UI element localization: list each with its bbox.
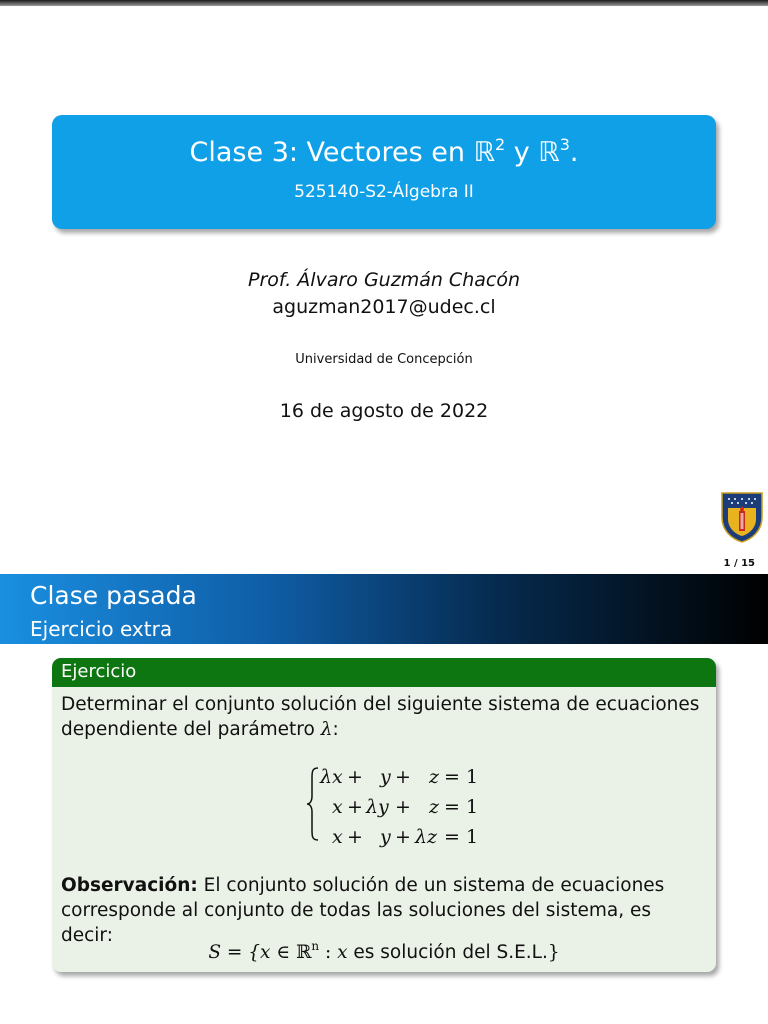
set-variable: x bbox=[337, 942, 348, 963]
title-set-r: ℝ bbox=[538, 137, 560, 168]
term: λy bbox=[366, 796, 389, 818]
right-hand-side: = 1 bbox=[444, 826, 479, 848]
term: y bbox=[380, 766, 391, 788]
statement-text: Determinar el conjunto solución del siguiente sistema de ecuaciones dependiente del parámetro bbox=[61, 694, 700, 740]
equation-row bbox=[320, 796, 490, 820]
title-conjunction: y bbox=[505, 137, 539, 168]
university-shield-icon bbox=[720, 491, 764, 543]
set-membership: ∈ ℝ bbox=[270, 942, 312, 963]
exercise-statement bbox=[61, 692, 701, 742]
frame-subtitle: Ejercicio extra bbox=[30, 617, 173, 641]
operator: + bbox=[347, 766, 363, 788]
title-text: Clase 3: Vectores en bbox=[189, 137, 474, 168]
equation-row bbox=[320, 826, 490, 850]
term: λx bbox=[320, 766, 343, 788]
presentation-date: 16 de agosto de 2022 bbox=[279, 400, 489, 422]
institute-name: Universidad de Concepción bbox=[295, 352, 473, 367]
equation-row bbox=[320, 766, 490, 790]
set-condition: es solución del S.E.L. bbox=[347, 942, 548, 963]
term: y bbox=[380, 826, 391, 848]
term: z bbox=[429, 766, 440, 788]
lambda-symbol: λ bbox=[320, 719, 333, 740]
statement-colon: : bbox=[332, 719, 339, 740]
operator: + bbox=[395, 796, 411, 818]
author-email: aguzman2017@udec.cl bbox=[272, 296, 496, 318]
term: x bbox=[332, 826, 343, 848]
term: x bbox=[332, 796, 343, 818]
observation-paragraph bbox=[61, 873, 701, 948]
left-brace bbox=[306, 766, 320, 842]
exercise-block-header bbox=[52, 658, 716, 687]
operator: + bbox=[347, 826, 363, 848]
presentation-title bbox=[52, 137, 716, 168]
solution-set-formula bbox=[52, 939, 716, 963]
title-slide bbox=[0, 6, 768, 574]
right-hand-side: = 1 bbox=[444, 766, 479, 788]
title-set-r: ℝ bbox=[473, 137, 495, 168]
title-exponent-3: 3 bbox=[559, 135, 570, 154]
set-exponent: n bbox=[311, 939, 320, 953]
operator: + bbox=[395, 826, 411, 848]
set-colon: : bbox=[319, 942, 338, 963]
exercise-block-title: Ejercicio bbox=[61, 661, 137, 682]
presentation-subtitle: 525140-S2-Álgebra II bbox=[294, 182, 474, 202]
set-lhs: S = { bbox=[208, 942, 261, 963]
operator: + bbox=[395, 766, 411, 788]
set-variable: x bbox=[260, 942, 271, 963]
title-period: . bbox=[569, 137, 579, 168]
frame-header bbox=[0, 574, 768, 644]
term: z bbox=[429, 796, 440, 818]
title-box bbox=[52, 115, 716, 229]
exercise-block bbox=[52, 658, 716, 972]
term: λz bbox=[415, 826, 438, 848]
set-close-brace: } bbox=[547, 942, 560, 963]
page-number: 1 / 15 bbox=[723, 558, 755, 569]
title-exponent-2: 2 bbox=[494, 135, 506, 154]
observation-label: Observación: bbox=[61, 875, 198, 896]
observation-text: El conjunto solución de un sistema de ecuaciones corresponde al conjunto de todas las soluciones del sistema, es decir: bbox=[61, 875, 665, 946]
right-hand-side: = 1 bbox=[444, 796, 479, 818]
author-name: Prof. Álvaro Guzmán Chacón bbox=[247, 269, 520, 291]
equation-system bbox=[306, 766, 486, 848]
frame-title: Clase pasada bbox=[30, 581, 197, 610]
operator: + bbox=[347, 796, 363, 818]
exercise-slide bbox=[0, 574, 768, 1024]
